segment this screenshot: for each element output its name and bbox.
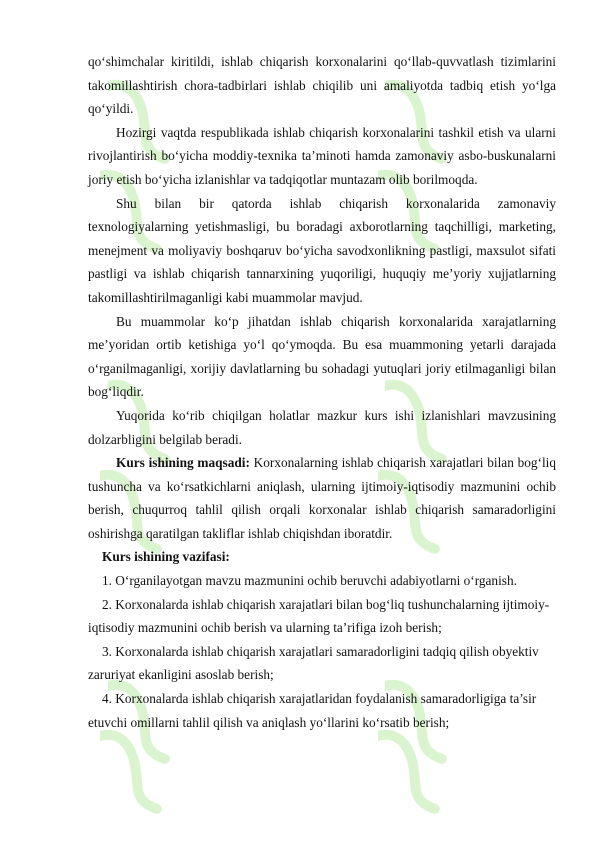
goal-paragraph — [88, 451, 556, 545]
paragraph: Shu bilan bir qatorda ishlab chiqarish korxonalarida zamonaviy texnologiyalarning yetishmasligi, bu boradagi axborotlarning taqchilligi, marketing, menejment va moliyaviy boshqaruv bo‘yicha savodxonlikning pastligi, maxsulot sifati pastligi va ishlab chiqarish tannarxining yuqoriligi, huquqiy me’yoriy xujjatlarning takomillashtirilmaganligi kabi muammolar mavjud. — [88, 195, 556, 305]
paragraph: Hozirgi vaqtda respublikada ishlab chiqarish korxonalarini tashkil etish va ularni rivojlantirish bo‘yicha moddiy-texnika ta’minoti hamda zamonaviy asbo-buskunalarni joriy etish bo‘yicha izlanishlar va tadqiqotlar muntazam olib borilmoqda. — [88, 124, 556, 187]
goal-text: Korxonalarning ishlab chiqarish xarajatlari bilan bog‘liq tushuncha va ko‘rsatkichlarni aniqlash, ularning ijtimoiy-iqtisodiy mazmunini ochib berish, chuqurroq tahlil qilish orqali korxonalar ishlab chiqarish samaradorligini oshirishga qaratilgan takliflar ishlab chiqishdan iboratdir. — [88, 455, 557, 541]
document-body — [88, 50, 556, 734]
tasks-heading: Kurs ishining vazifasi: — [102, 549, 230, 565]
paragraph: Yuqorida ko‘rib chiqilgan holatlar mazkur kurs ishi izlanishlari mavzusining dolzarbligini belgilab beradi. — [88, 407, 556, 447]
task-item: 4. Korxonalarda ishlab chiqarish xarajatlaridan foydalanish samaradorligiga ta’sir etuvchi omillarni tahlil qilish va aniqlash yo‘llarini ko‘rsatib berish; — [88, 691, 537, 730]
task-item: 1. O‘rganilayotgan mavzu mazmunini ochib beruvchi adabiyotlarni o‘rganish. — [102, 573, 517, 589]
task-item: 3. Korxonalarda ishlab chiqarish xarajatlari samaradorligini tadqiq qilish obyektiv zaruriyat ekanligini asoslab berish; — [88, 643, 539, 683]
goal-label: Kurs ishining maqsadi: — [116, 455, 250, 471]
paragraph: Bu muammolar ko‘p jihatdan ishlab chiqarish korxonalarida xarajatlarning me’yoridan ortib ketishiga yo‘l qo‘ymoqda. Bu esa muammoning yetarli darajada o‘rganilmaganligi, xorijiy davlatlarning bu sohadagi yutuqlari joriy etilmaganligi bilan bog‘liqdir. — [88, 313, 556, 400]
task-item: 2. Korxonalarda ishlab chiqarish xarajatlari bilan bog‘liq tushunchalarning ijtimoiy-iqtisodiy mazmunini ochib berish va ularning ta’rifiga izoh berish; — [88, 596, 550, 636]
paragraph: qo‘shimchalar kiritildi, ishlab chiqarish korxonalarini qo‘llab-quvvatlash tizimlarini takomillashtirish chora-tadbirlari ishlab chiqilib uni amaliyotda tadbiq etish yo‘lga qo‘yildi. — [88, 54, 556, 117]
